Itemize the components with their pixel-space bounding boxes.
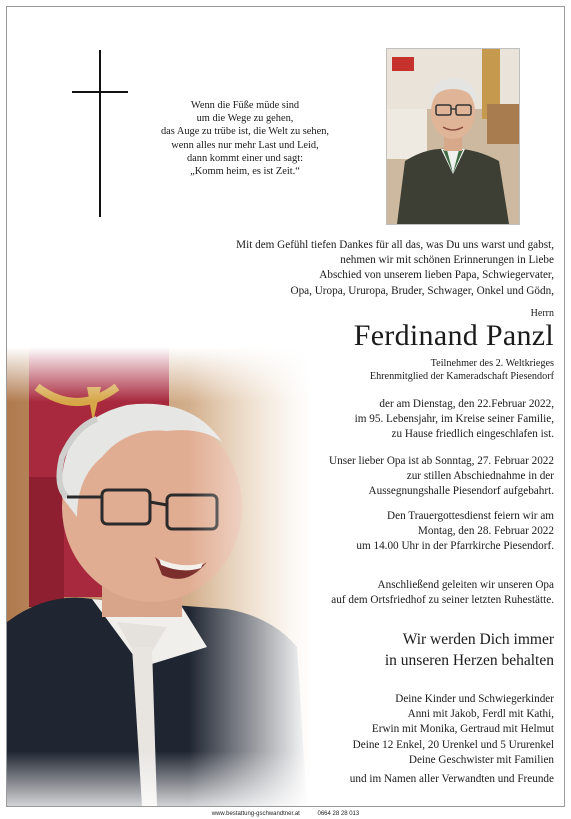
portrait-photo bbox=[386, 48, 520, 225]
service-line: Montag, den 28. Februar 2022 bbox=[417, 525, 554, 538]
viewing-notice bbox=[329, 454, 554, 500]
cross-icon-bar bbox=[72, 91, 128, 93]
death-notice bbox=[355, 397, 554, 443]
mourner-line: Erwin mit Monika, Gertraud mit Helmut bbox=[371, 723, 554, 736]
poem-line: „Komm heim, es ist Zeit.“ bbox=[190, 166, 300, 178]
honor-line: Teilnehmer des 2. Weltkrieges bbox=[430, 358, 554, 369]
deceased-name: Ferdinand Panzl bbox=[353, 319, 554, 352]
burial-notice bbox=[331, 578, 554, 608]
motto-line: in unseren Herzen behalten bbox=[384, 651, 554, 669]
large-photo bbox=[7, 347, 337, 806]
closing-text: und im Namen aller Verwandten und Freunde bbox=[349, 773, 554, 785]
thanks-paragraph bbox=[114, 238, 554, 299]
viewing-line: Aussegnungshalle Piesendorf aufgebahrt. bbox=[368, 485, 554, 498]
mourners-list bbox=[353, 692, 554, 768]
thanks-line: nehmen wir mit schönen Erinnerungen in Liebe bbox=[340, 254, 554, 267]
mourner-line: Deine Geschwister mit Familien bbox=[408, 753, 554, 766]
burial-line: auf dem Ortsfriedhof zu seiner letzten Ruhestätte. bbox=[331, 594, 554, 607]
burial-line: Anschließend geleiten wir unseren Opa bbox=[377, 579, 554, 591]
footer bbox=[0, 811, 571, 817]
motto bbox=[385, 630, 554, 671]
thanks-line: Mit dem Gefühl tiefen Dankes für all das, was Du uns warst und gabst, bbox=[236, 239, 554, 251]
poem bbox=[125, 99, 365, 178]
poem-line: das Auge zu trübe ist, die Welt zu sehen, bbox=[160, 126, 330, 138]
poem-line: Wenn die Füße müde sind bbox=[190, 100, 300, 111]
mourner-line: Anni mit Jakob, Ferdl mit Kathi, bbox=[407, 708, 554, 721]
honor-line: Ehrenmitglied der Kameradschaft Piesendorf bbox=[369, 371, 554, 383]
motto-line: Wir werden Dich immer bbox=[402, 631, 554, 648]
viewing-line: zur stillen Abschiednahme in der bbox=[406, 470, 554, 483]
viewing-line: Unser lieber Opa ist ab Sonntag, 27. Februar 2022 bbox=[329, 455, 554, 467]
mourner-line: Deine Kinder und Schwiegerkinder bbox=[395, 693, 554, 705]
cross-icon bbox=[99, 50, 101, 217]
thanks-line: Opa, Uropa, Ururopa, Bruder, Schwager, Onkel und Gödn, bbox=[290, 284, 554, 297]
service-line: um 14.00 Uhr in der Pfarrkirche Piesendorf. bbox=[356, 540, 554, 553]
footer-phone: 0664 28 28 013 bbox=[317, 811, 360, 817]
service-notice bbox=[356, 509, 554, 555]
deceased-title: Herrn bbox=[530, 308, 554, 319]
death-notice-line: zu Hause friedlich eingeschlafen ist. bbox=[391, 428, 554, 441]
honors bbox=[370, 357, 554, 383]
death-notice-line: im 95. Lebensjahr, im Kreise seiner Familie, bbox=[354, 413, 554, 426]
poem-line: um die Wege zu gehen, bbox=[196, 113, 294, 125]
footer-website[interactable]: www.bestattung-gschwandtner.at bbox=[211, 811, 300, 817]
poem-line: wenn alles nur mehr Last und Leid, bbox=[171, 139, 319, 151]
poem-line: dann kommt einer und sagt: bbox=[186, 152, 303, 164]
thanks-line: Abschied von unserem lieben Papa, Schwiegervater, bbox=[319, 269, 554, 282]
death-notice-line: der am Dienstag, den 22.Februar 2022, bbox=[379, 398, 554, 410]
obituary-card bbox=[6, 6, 565, 807]
mourner-line: Deine 12 Enkel, 20 Urenkel und 5 Ururenkel bbox=[352, 738, 554, 751]
service-line: Den Trauergottesdienst feiern wir am bbox=[387, 510, 554, 522]
closing-line bbox=[350, 772, 554, 787]
